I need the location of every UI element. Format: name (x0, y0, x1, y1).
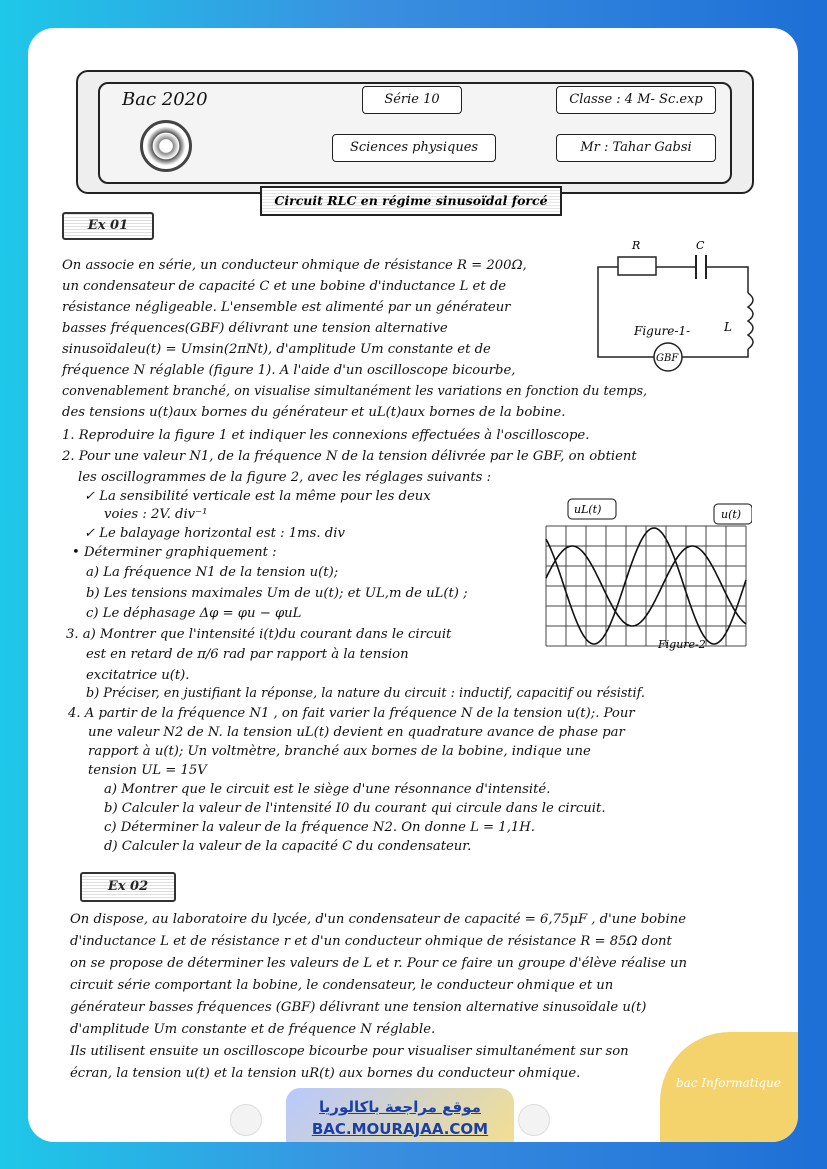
ex1-line: tension UL = 15V (88, 763, 207, 778)
capacitor-gap (696, 259, 706, 275)
ex1-line: b) Les tensions maximales Um de u(t); et UL,m de uL(t) ; (86, 586, 468, 601)
teacher-box: Mr : Tahar Gabsi (556, 134, 716, 162)
serie-box: Série 10 (362, 86, 462, 114)
ex2-line: Ils utilisent ensuite un oscilloscope bicourbe pour visualiser simultanément sur son (70, 1044, 629, 1059)
site-logo-icon (230, 1104, 262, 1136)
site-badge[interactable] (286, 1088, 514, 1142)
logo-swirl-icon (140, 120, 192, 172)
ex1-line: fréquence N réglable (figure 1). A l'aide d'un oscilloscope bicourbe, (62, 363, 516, 378)
ex1-line: rapport à u(t); Un voltmètre, branché aux bornes de la bobine, indique une (88, 744, 591, 759)
ex2-line: d'amplitude Um constante et de fréquence N réglable. (70, 1022, 436, 1037)
ex1-line: sinusoïdaleu(t) = Umsin(2πNt), d'amplitude Um constante et de (62, 342, 491, 357)
ul-label: uL(t) (574, 503, 602, 516)
figure2-label: Figure-2 (658, 638, 706, 651)
ex1-line: ✓ La sensibilité verticale est la même pour les deux (84, 489, 431, 504)
c-label: C (696, 239, 705, 252)
ex1-line: c) Déterminer la valeur de la fréquence N2. On donne L = 1,1H. (104, 820, 535, 835)
ex1-line: 2. Pour une valeur N1, de la fréquence N de la tension délivrée par le GBF, on obtient (62, 449, 637, 464)
ex1-line: voies : 2V. div⁻¹ (104, 507, 208, 522)
ex1-line: résistance négligeable. L'ensemble est alimenté par un générateur (62, 300, 511, 315)
ex2-line: on se propose de déterminer les valeurs de L et r. Pour ce faire un groupe d'élève réalise un (70, 956, 688, 971)
site-arabic-name[interactable]: موقع مراجعة باكالوريا (319, 1098, 481, 1116)
ex1-line: c) Le déphasage Δφ = φu − φuL (86, 606, 302, 621)
ex1-line: b) Calculer la valeur de l'intensité I0 du courant qui circule dans le circuit. (104, 801, 606, 816)
ex2-line: circuit série comportant la bobine, le condensateur, le conducteur ohmique et un (70, 978, 614, 993)
ex1-line: une valeur N2 de N. la tension uL(t) devient en quadrature avance de phase par (88, 725, 625, 740)
figure2-oscillogram (518, 496, 752, 658)
ex1-line: basses fréquences(GBF) délivrant une tension alternative (62, 321, 448, 336)
ex1-line: 4. A partir de la fréquence N1 , on fait varier la fréquence N de la tension u(t);. Pour (68, 706, 635, 721)
ex2-line: On dispose, au laboratoire du lycée, d'un condensateur de capacité = 6,75μF , d'une bobine (70, 912, 687, 927)
r-label: R (632, 239, 641, 252)
site-url-link[interactable]: BAC.MOURAJAA.COM (311, 1120, 489, 1138)
ex1-line: est en retard de π/6 rad par rapport à la tension (86, 647, 409, 662)
ex1-line: un condensateur de capacité C et une bobine d'inductance L et de (62, 279, 507, 294)
corner-badge (660, 1032, 798, 1142)
corner-text: bac Informatique (676, 1076, 781, 1090)
ex1-line: 3. a) Montrer que l'intensité i(t)du courant dans le circuit (66, 627, 452, 642)
subject-box: Sciences physiques (332, 134, 496, 162)
ex2-line: d'inductance L et de résistance r et d'un conducteur ohmique de résistance R = 85Ω dont (70, 934, 672, 949)
ex1-line: excitatrice u(t). (86, 668, 190, 683)
ex1-line: b) Préciser, en justifiant la réponse, la nature du circuit : inductif, capacitif ou résistif. (86, 686, 645, 701)
ex1-line: • Déterminer graphiquement : (72, 545, 277, 560)
site-logo-icon (518, 1104, 550, 1136)
gbf-label: GBF (656, 353, 679, 364)
l-label: L (724, 320, 732, 334)
figure1-label: Figure-1- (634, 324, 691, 338)
ex1-line: les oscillogrammes de la figure 2, avec les réglages suivants : (78, 470, 492, 485)
exam-page (28, 28, 798, 1142)
chapter-title: Circuit RLC en régime sinusoïdal forcé (260, 186, 562, 216)
ex1-line: On associe en série, un conducteur ohmique de résistance R = 200Ω, (62, 258, 527, 273)
ex1-line: des tensions u(t)aux bornes du générateur et uL(t)aux bornes de la bobine. (62, 405, 566, 420)
classe-box: Classe : 4 M- Sc.exp (556, 86, 716, 114)
figure1-circuit (568, 233, 778, 383)
ex1-line: a) Montrer que le circuit est le siège d'une résonnance d'intensité. (104, 782, 551, 797)
oscillo-grid (546, 526, 746, 646)
ex1-line: 1. Reproduire la figure 1 et indiquer les connexions effectuées à l'oscilloscope. (62, 428, 590, 443)
header-scroll (76, 70, 754, 194)
header-year: Bac 2020 (122, 89, 208, 110)
ex1-line: d) Calculer la valeur de la capacité C du condensateur. (104, 839, 472, 854)
ex2-line: générateur basses fréquences (GBF) délivrant une tension alternative sinusoïdale u(t) (70, 1000, 647, 1015)
resistor-symbol (618, 257, 656, 275)
ex1-line: a) La fréquence N1 de la tension u(t); (86, 565, 339, 580)
ex1-label: Ex 01 (62, 212, 154, 240)
ex2-label: Ex 02 (80, 872, 176, 902)
ex1-line: ✓ Le balayage horizontal est : 1ms. div (84, 526, 345, 541)
u-label: u(t) (721, 508, 742, 521)
ex1-line: convenablement branché, on visualise simultanément les variations en fonction du temps, (62, 384, 648, 399)
ex2-line: écran, la tension u(t) et la tension uR(t) aux bornes du conducteur ohmique. (70, 1066, 581, 1081)
header-panel (98, 82, 732, 184)
